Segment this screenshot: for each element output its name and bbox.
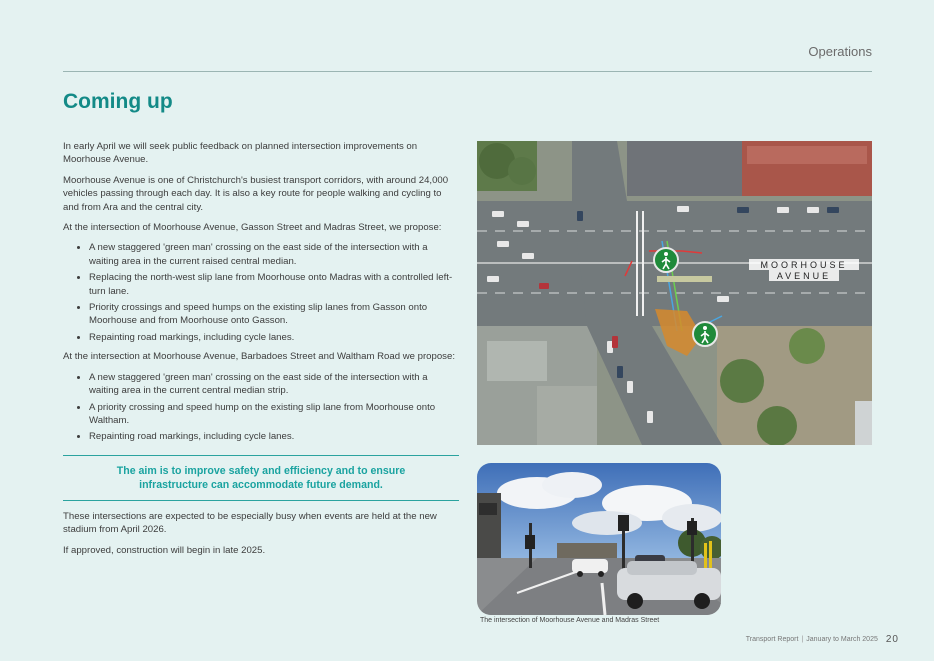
barbadoes-proposals <box>63 371 459 444</box>
list-item: • Replacing the north-west slip lane from Moorhouse onto Madras with a controlled left-turn lane. <box>89 271 459 298</box>
section-label: Operations <box>808 44 872 59</box>
list-item: • Repainting road markings, including cycle lanes. <box>89 430 459 443</box>
list-item: • Repainting road markings, including cycle lanes. <box>89 331 459 344</box>
list-item: • A new staggered 'green man' crossing on the east side of the intersection with a waiting area in the current raised central median. <box>89 241 459 268</box>
pedestrian-icon <box>654 248 678 272</box>
body-text <box>63 140 459 450</box>
barbadoes-intro: At the intersection at Moorhouse Avenue, Barbadoes Street and Waltham Road we propose: <box>63 351 455 363</box>
pull-quote: The aim is to improve safety and efficiency and to ensure infrastructure can accommodate future demand. <box>116 465 406 491</box>
footer-period: January to March 2025 <box>806 636 878 643</box>
context-paragraph: Moorhouse Avenue is one of Christchurch's busiest transport corridors, with around 24,000 vehicles passing through each day. It is also a key route for people walking and cycling to and from Ara and the central city. <box>63 174 449 213</box>
list-item: • Priority crossings and speed humps on the existing slip lanes from Gasson onto Moorhouse and from Moorhouse onto Gasson. <box>89 301 459 328</box>
intro-paragraph: In early April we will seek public feedback on planned intersection improvements on Moorhouse Avenue. <box>63 141 418 166</box>
street-label: MOORHOUSE <box>760 260 848 270</box>
header-divider <box>63 71 872 72</box>
closing-text <box>63 510 459 564</box>
busy-note: These intersections are expected to be especially busy when events are held at the new stadium from April 2026. <box>63 511 437 536</box>
list-item: • A new staggered 'green man' crossing on the east side of the intersection with a waiting area in the current central median strip. <box>89 371 459 398</box>
gasson-intro: At the intersection of Moorhouse Avenue, Gasson Street and Madras Street, we propose: <box>63 222 442 234</box>
page-title: Coming up <box>63 90 173 113</box>
footer-report-title: Transport Report <box>745 636 799 643</box>
pull-quote-block <box>63 455 459 501</box>
page-footer <box>746 634 899 645</box>
list-item: • A priority crossing and speed hump on the existing slip lane from Moorhouse onto Waltham. <box>89 401 459 428</box>
photo-caption: The intersection of Moorhouse Avenue and Madras Street <box>480 617 660 624</box>
footer-separator: | <box>801 636 804 643</box>
intersection-photo <box>477 463 721 615</box>
aerial-intersection-map <box>477 141 872 445</box>
pedestrian-icon <box>693 322 717 346</box>
construction-note: If approved, construction will begin in late 2025. <box>63 544 266 556</box>
page-number: 20 <box>885 634 899 645</box>
street-label: AVENUE <box>776 271 832 281</box>
gasson-proposals <box>63 241 459 344</box>
